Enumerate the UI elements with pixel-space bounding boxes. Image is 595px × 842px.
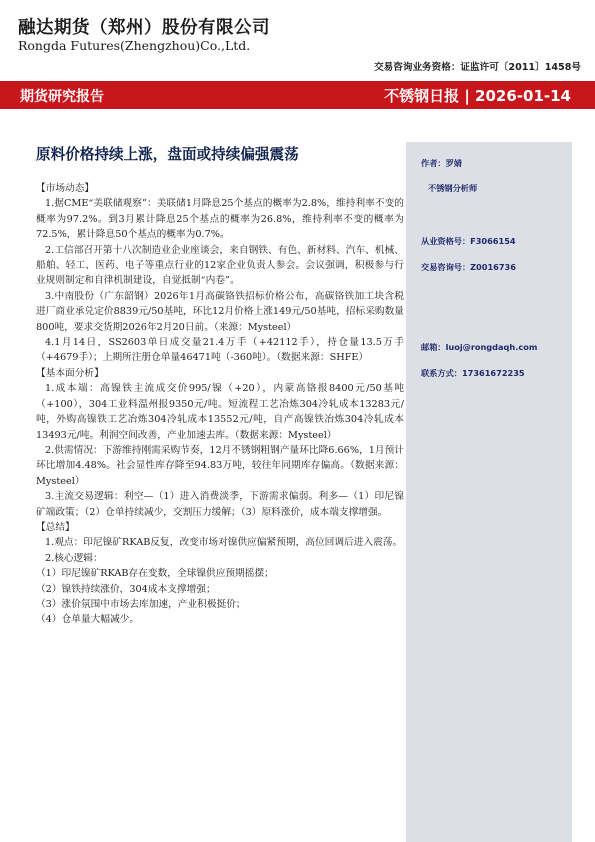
list-item: （1）印尼镍矿RKAB存在变数，全球镍供应预期摇摆；	[36, 568, 274, 580]
paragraph: 3.主流交易逻辑：利空—（1）进入消费淡季，下游需求偏弱。利多—（1）印尼镍矿端政策；（2）仓单持续减少，交割压力缓解；（3）原料涨价，成本端支撑增强。	[36, 491, 404, 518]
section-heading-market: 【市场动态】	[36, 183, 95, 194]
report-type-label: 期货研究报告	[20, 89, 104, 105]
paragraph: 1.成本端：高镍铁主流成交价995/镍（+20），内蒙高铬报8400元/50基吨（+100），304工业料温州报9350元/吨。短流程工艺冶炼304冷轧成本13283元/吨，外购高镍铁工艺冶炼304冷轧成本13552元/吨，自产高镍铁冶炼304冷轧成本13493元/吨。利润空间改善，产业加速去库。（数据来源：Mysteel）	[36, 383, 404, 441]
paragraph: 4.1月14日，SS2603单日成交量21.4万手（+42112手），持仓量13.5万手（+4679手）；上期所注册仓单量46471吨（-360吨）。（数据来源：SHFE）	[36, 337, 404, 364]
paragraph: 3.中南股份（广东韶钢）2026年1月高碳铬铁招标价格公布，高碳铬铁加工块含税进厂商业承兑定价8839元/50基吨，环比12月价格上涨149元/50基吨，招标采购数量800吨，要求交货期2026年2月20日前。（来源：Mysteel）	[36, 290, 404, 333]
report-name-date: 不锈钢日报 | 2026-01-14	[384, 87, 571, 105]
author-sidebar	[406, 142, 572, 842]
list-item: （4）仓单量大幅减少。	[36, 614, 140, 626]
author-role: 不锈钢分析师	[428, 183, 478, 193]
report-body	[36, 181, 404, 628]
list-item: （3）涨价氛围中市场去库加速，产业积极挺价；	[36, 598, 246, 610]
company-english-name: Rongda Futures(Zhengzhou)Co.,Ltd.	[18, 38, 251, 53]
email-contact[interactable]: 邮箱：luoj@rongdaqh.com	[421, 342, 538, 352]
qualification-line: 交易咨询业务资格：证监许可〔2011〕1458号	[374, 62, 581, 73]
paragraph: 2.工信部召开第十八次制造业企业座谈会，来自钢铁、有色、新材料、汽车、机械、船舶、轻工、医药、电子等重点行业的12家企业负责人参会。会议强调，积极参与行业规则制定和自律机制建设，自觉抵制“内卷”。	[36, 244, 404, 287]
author-name: 作者：罗婧	[421, 158, 462, 168]
phone-contact: 联系方式：17361672235	[421, 368, 525, 378]
paragraph: 2.供需情况：下游维持刚需采购节奏，12月不锈钢粗钢产量环比降6.66%，1月预计环比增加4.48%。社会显性库存降至94.83万吨，较往年同期库存偏高。（数据来源：Mysteel）	[36, 444, 404, 487]
list-item: （2）镍铁持续涨价，304成本支撑增强；	[36, 583, 216, 595]
paragraph: 1.据CME“美联储观察”：美联储1月降息25个基点的概率为2.8%，维持利率不变的概率为97.2%。到3月累计降息25个基点的概率为26.8%，维持利率不变的概率为72.5%，累计降息50个基点的概率为0.7%。	[36, 198, 404, 241]
section-heading-summary: 【总结】	[36, 521, 75, 533]
qualification-number: 从业资格号：F3066154	[421, 236, 516, 246]
section-heading-fundamentals: 【基本面分析】	[36, 367, 104, 379]
main-content	[36, 143, 404, 628]
paragraph: 2.核心逻辑：	[45, 552, 103, 564]
company-name: 融达期货（郑州）股份有限公司	[18, 18, 270, 38]
consult-number: 交易咨询号：Z0016736	[421, 262, 516, 272]
paragraph: 1.观点：印尼镍矿RKAB反复，改变市场对镍供应偏紧预期，高位回调后进入震荡。	[45, 537, 403, 549]
report-banner	[0, 81, 595, 109]
report-title: 原料价格持续上涨，盘面或持续偏强震荡	[36, 146, 299, 163]
